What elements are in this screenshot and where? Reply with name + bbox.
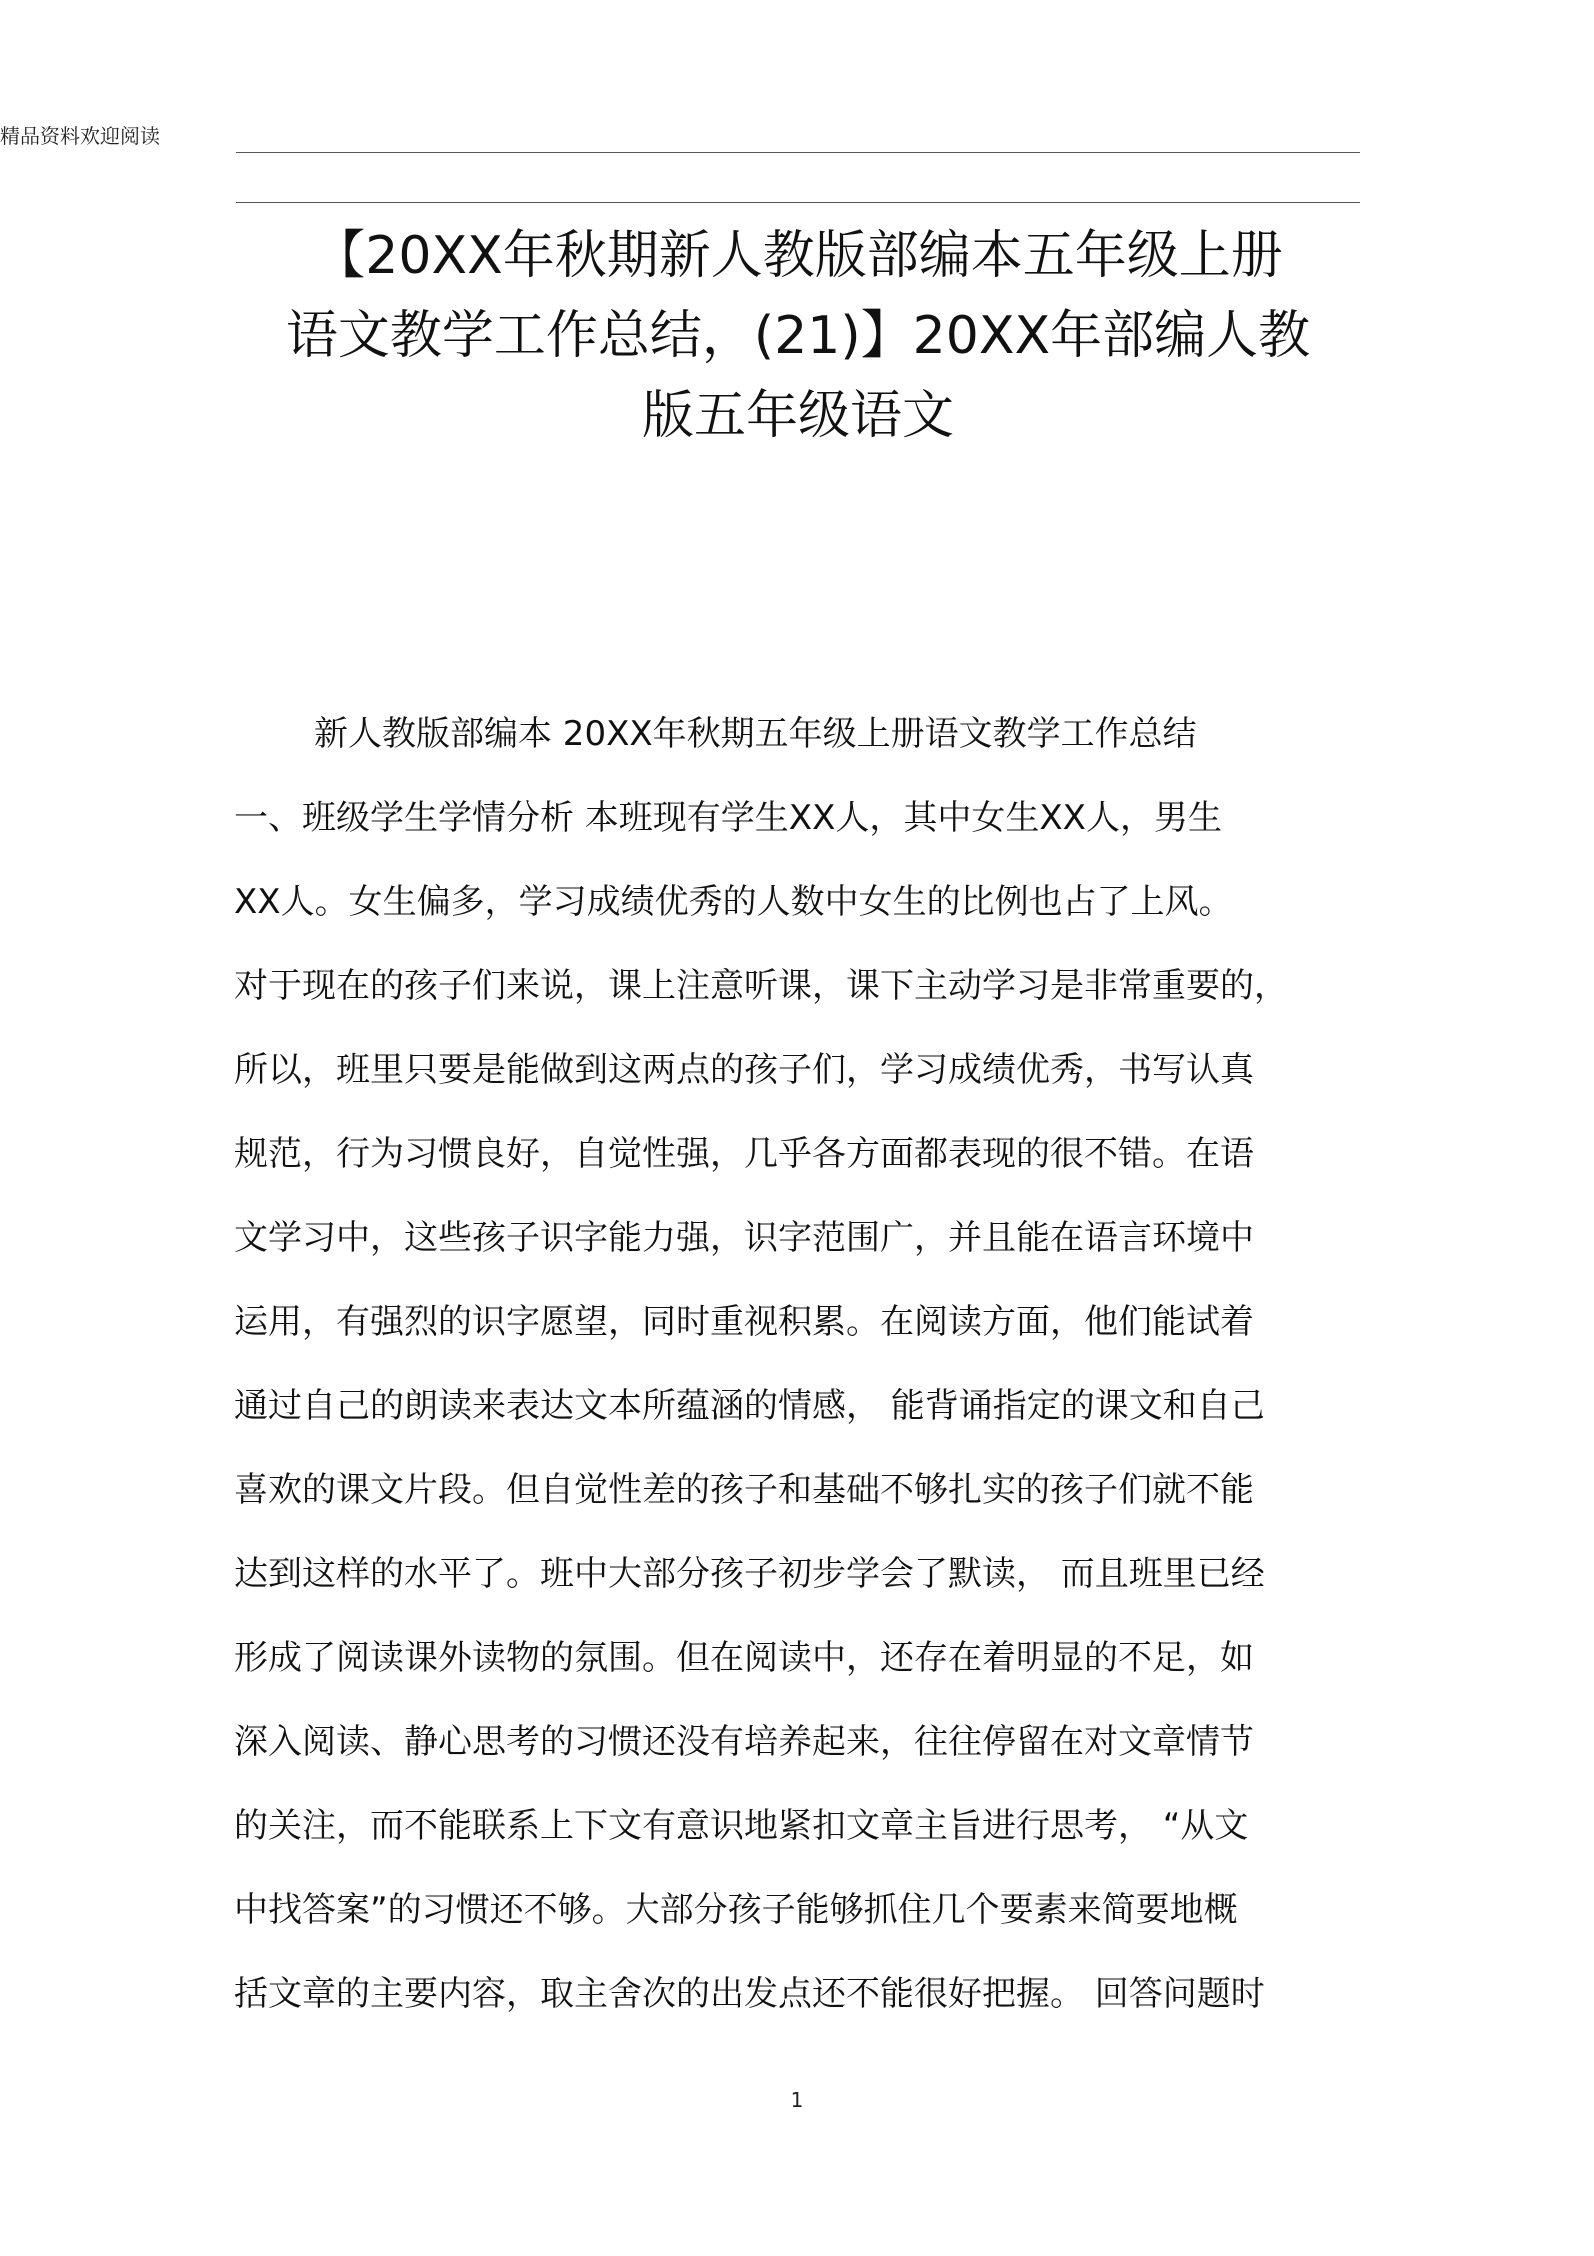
title-divider bbox=[236, 202, 1360, 203]
body-line: 所以，班里只要是能做到这两点的孩子们，学习成绩优秀，书写认真 bbox=[234, 1050, 1254, 1090]
body-line: 文学习中，这些孩子识字能力强，识字范围广，并且能在语言环境中 bbox=[234, 1218, 1254, 1258]
page-number: 1 bbox=[790, 2088, 804, 2112]
body-line: 规范，行为习惯良好，自觉性强，几乎各方面都表现的很不错。在语 bbox=[234, 1134, 1254, 1174]
body-line: 喜欢的课文片段。但自觉性差的孩子和基础不够扎实的孩子们就不能 bbox=[234, 1470, 1254, 1510]
body-line: 深入阅读、静心思考的习惯还没有培养起来，往往停留在对文章情节 bbox=[234, 1722, 1254, 1762]
header-divider bbox=[236, 152, 1360, 153]
body-line: 中找答案”的习惯还不够。大部分孩子能够抓住几个要素来简要地概 bbox=[234, 1890, 1238, 1930]
title-line: 语文教学工作总结，(21)】20XX年部编人教 bbox=[285, 306, 1311, 366]
document-title bbox=[230, 216, 1366, 456]
body-line: 对于现在的孩子们来说，课上注意听课，课下主动学习是非常重要的， bbox=[234, 966, 1288, 1006]
body-line: 形成了阅读课外读物的氛围。但在阅读中，还存在着明显的不足，如 bbox=[234, 1638, 1254, 1678]
body-line: 达到这样的水平了。班中大部分孩子初步学会了默读， 而且班里已经 bbox=[234, 1554, 1265, 1594]
body-line: 通过自己的朗读来表达文本所蕴涵的情感， 能背诵指定的课文和自己 bbox=[234, 1386, 1265, 1426]
section-subtitle: 新人教版部编本 20XX年秋期五年级上册语文教学工作总结 bbox=[314, 714, 1197, 754]
title-line: 版五年级语文 bbox=[641, 386, 954, 446]
body-line: 的关注，而不能联系上下文有意识地紧扣文章主旨进行思考， “从文 bbox=[234, 1806, 1249, 1846]
document-body bbox=[234, 706, 1384, 2050]
body-line: 运用，有强烈的识字愿望，同时重视积累。在阅读方面，他们能试着 bbox=[234, 1302, 1254, 1342]
body-line: 括文章的主要内容，取主舍次的出发点还不能很好把握。 回答问题时 bbox=[234, 1974, 1265, 2014]
body-line: 一、班级学生学情分析 本班现有学生XX人，其中女生XX人，男生 bbox=[234, 798, 1222, 838]
header-note: 精品资料欢迎阅读 bbox=[0, 124, 160, 148]
body-line: XX人。女生偏多，学习成绩优秀的人数中女生的比例也占了上风。 bbox=[234, 882, 1233, 922]
title-line: 【20XX年秋期新人教版部编本五年级上册 bbox=[313, 226, 1283, 286]
